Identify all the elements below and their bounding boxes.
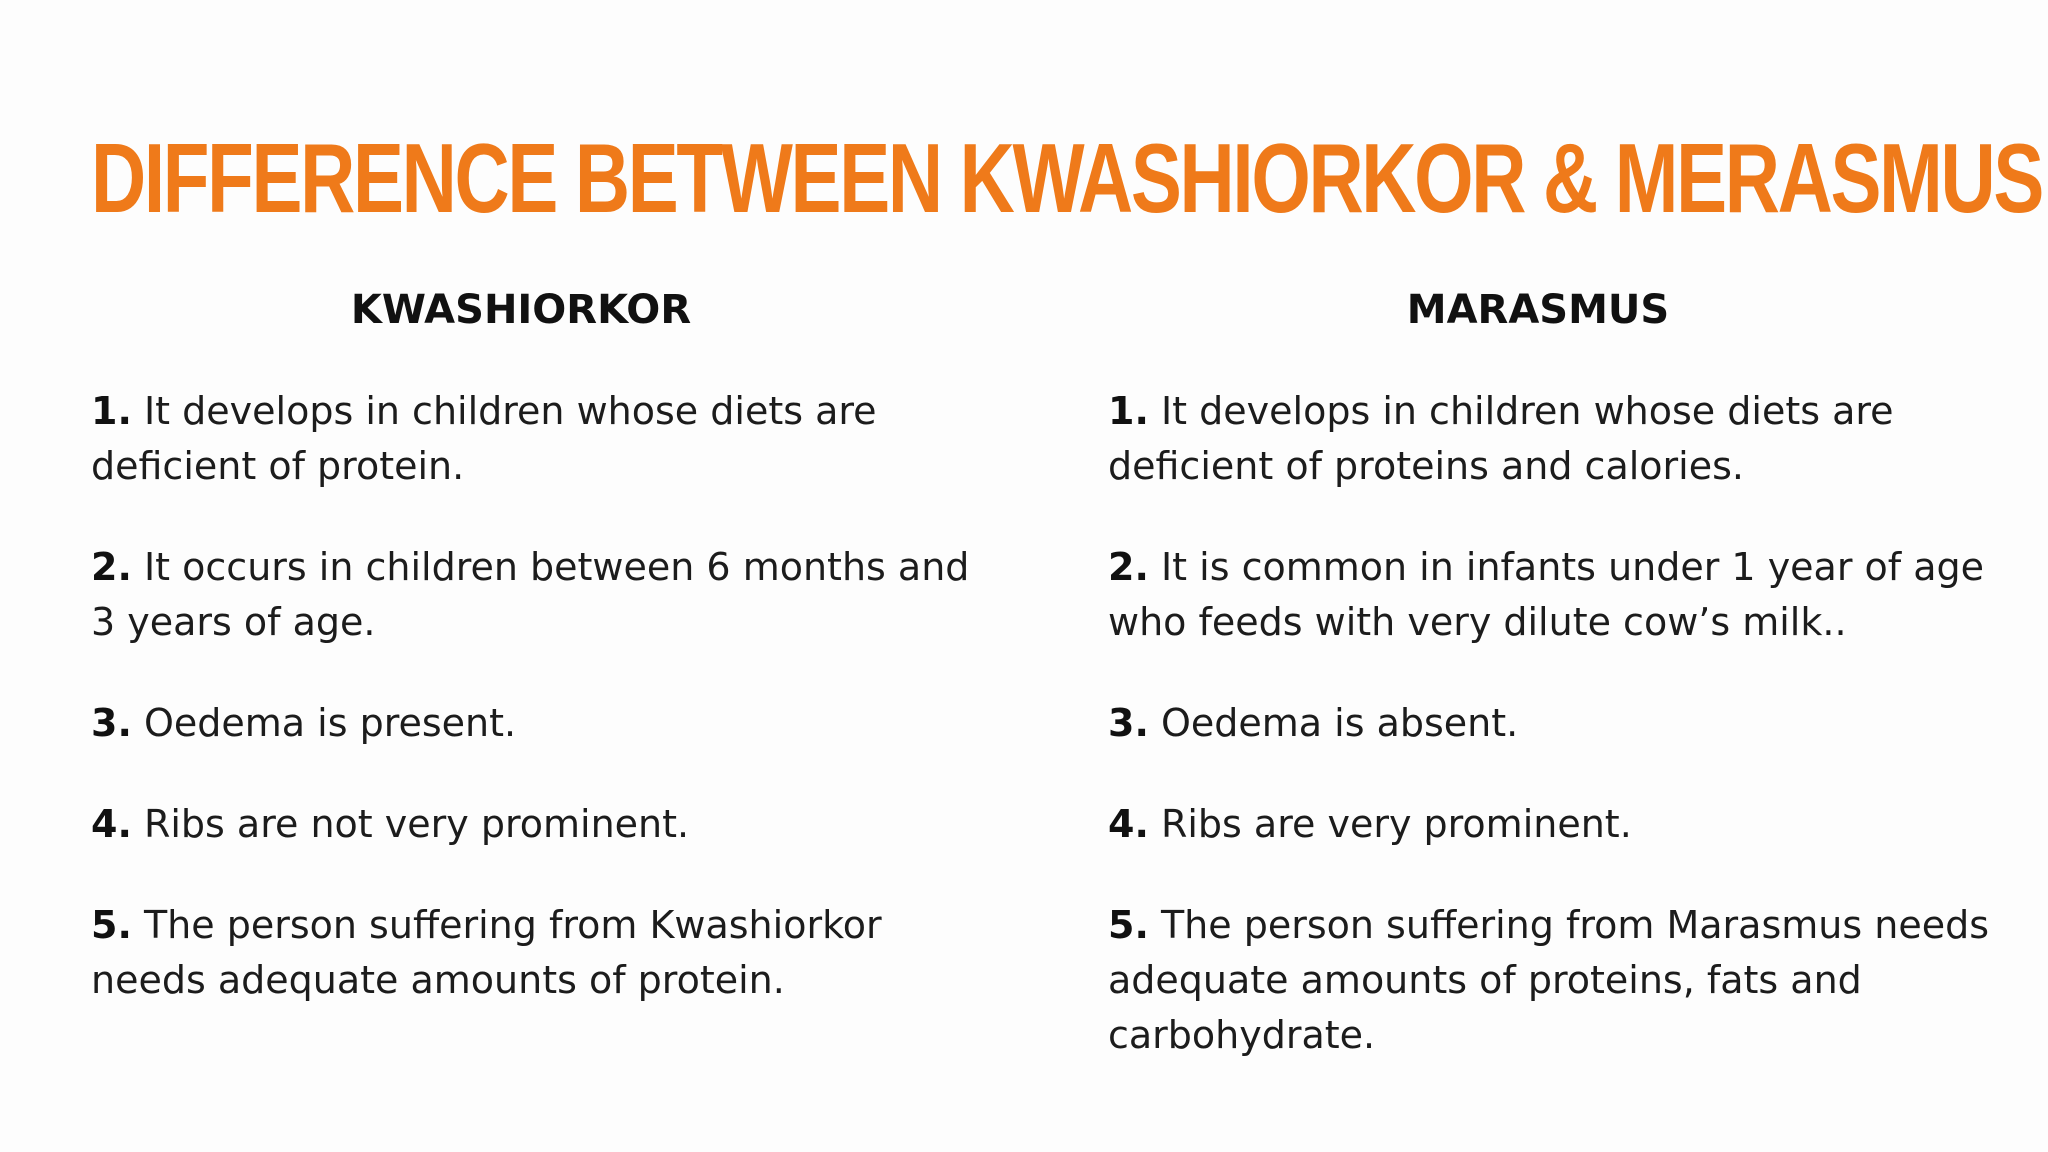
point-text: It is common in infants under 1 year of age who feeds with very dilute cow’s milk.. [1108,545,1985,644]
kwashiorkor-point-4 [91,797,971,852]
kwashiorkor-point-1 [91,384,971,494]
kwashiorkor-point-2 [91,540,971,650]
marasmus-column [1108,282,1989,1057]
marasmus-point-2 [1108,540,1998,650]
point-text: The person suffering from Marasmus needs adequate amounts of proteins, fats and carbohydrate. [1108,903,1989,1057]
slide-title: DIFFERENCE BETWEEN KWASHIORKOR & MERASMUS [91,123,2042,233]
point-text: Oedema is absent. [1148,701,1519,745]
point-text: It develops in children whose diets are deficient of protein. [91,389,877,488]
point-number: 2. [1108,545,1149,589]
kwashiorkor-column [91,282,971,1002]
point-text: Ribs are not very prominent. [131,802,690,846]
point-number: 3. [91,701,132,745]
point-number: 1. [91,389,132,433]
kwashiorkor-heading: KWASHIORKOR [350,287,692,333]
marasmus-point-1 [1108,384,1998,494]
marasmus-point-4 [1108,797,1998,852]
point-number: 3. [1108,701,1149,745]
point-text: The person suffering from Kwashiorkor needs adequate amounts of protein. [91,903,882,1002]
marasmus-heading: MARASMUS [1406,287,1670,333]
point-number: 4. [1108,802,1149,846]
point-number: 1. [1108,389,1149,433]
point-number: 2. [91,545,132,589]
kwashiorkor-point-3 [91,696,971,751]
point-number: 5. [1108,903,1149,947]
point-text: It develops in children whose diets are deficient of proteins and calories. [1108,389,1894,488]
point-text: It occurs in children between 6 months and 3 years of age. [91,545,970,644]
marasmus-point-3 [1108,696,1998,751]
point-text: Ribs are very prominent. [1148,802,1632,846]
marasmus-point-5 [1108,898,1998,1063]
point-text: Oedema is present. [131,701,517,745]
kwashiorkor-point-5 [91,898,971,1008]
point-number: 4. [91,802,132,846]
point-number: 5. [91,903,132,947]
